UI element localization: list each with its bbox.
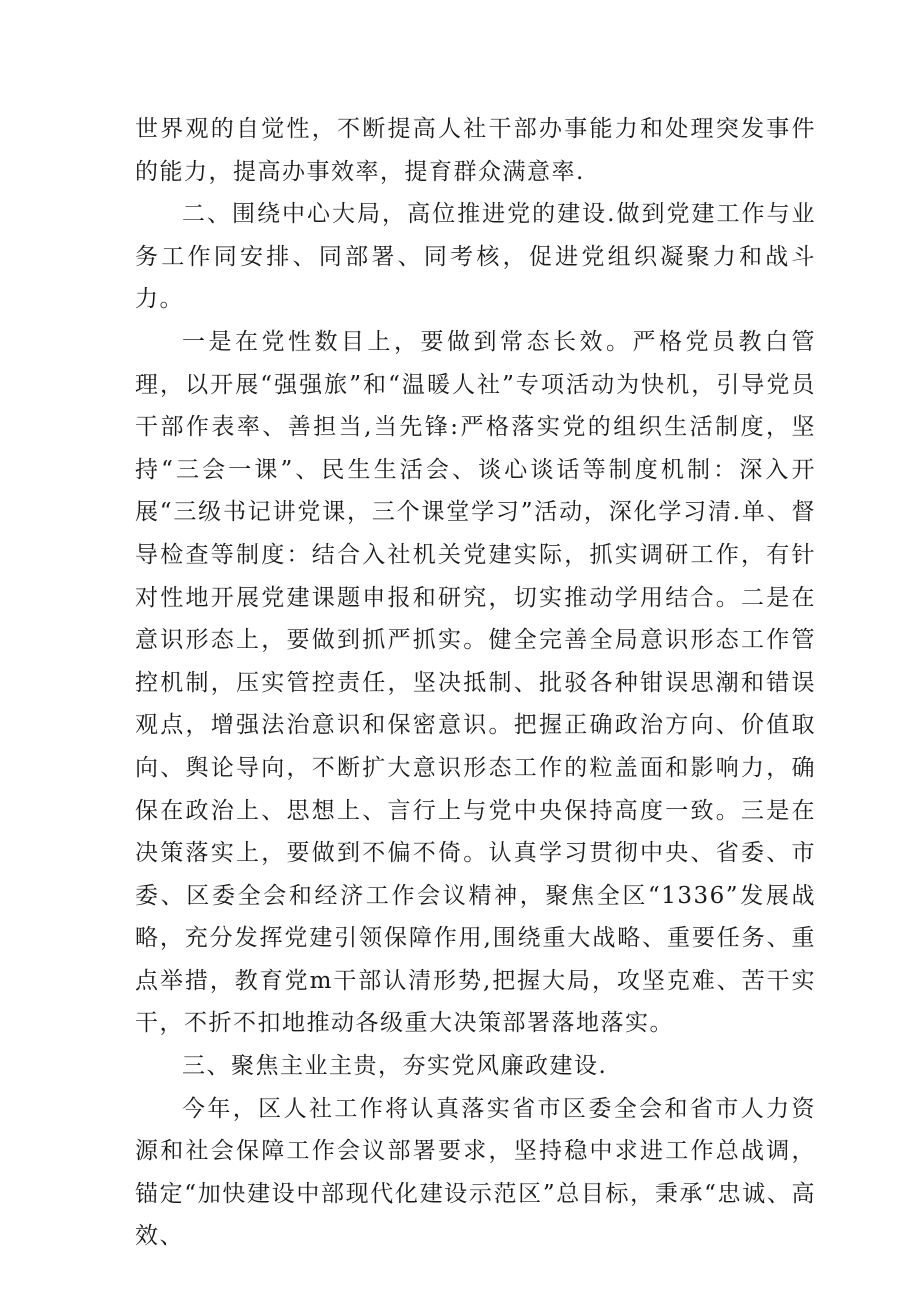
- section-three-body: 今年，区人社工作将认真落实省市区委全会和省市人力资源和社会保障工作会议部署要求，坚持稳中求进工作总战调，锚定“加快建设中部现代化建设示范区”总目标，秉承“忠诚、高效、: [135, 1095, 816, 1250]
- section-three-heading: 三、聚焦主业主贵，夯实党风廉政建设.: [182, 1053, 608, 1080]
- section-two-heading: 二、围绕中心大局，高位推进党的建设.做到党建工作与业务工作同安排、同部署、同考核，促进党组织凝聚力和战斗力。: [135, 201, 816, 313]
- section-two-body: 一是在党性数目上，要做到常态长效。严格党员教白管理，以开展“强强旅”和“温暖人社”专项活动为快机，引导党员干部作表率、善担当,当先锋:严格落实党的组织生活制度，坚持“三会一课”、民生生活会、谈心谈话等制度机制：深入开展“三级书记讲党课，三个课堂学习”活动，深化学习清.单、督导检查等制度：结合入社机关党建实际，抓实调研工作，有针对性地开展党建课题申报和研究，切实推动学用结合。二是在意识形态上，要做到抓严抓实。健全完善全局意识形态工作管控机制，压实管控责任，坚决抵制、批驳各种钳误思潮和错误观点，增强法治意识和保密意识。把握正确政治方向、价值取向、舆论导向，不断扩大意识形态工作的粒盖面和影响力，确保在政治上、思想上、言行上与党中央保持高度一致。三是在决策落实上，要做到不偏不倚。认真学习贯彻中央、省委、市委、区委全会和经济工作会议精神，聚焦全区“1336”发展战略，充分发挥党建引领保障作用,围绕重大战略、重要任务、重点举措，教育党m干部认清形势,把握大局，攻坚克难、苦干实干，不折不扣地推动各级重大决策部署落地落实。: [135, 328, 816, 1037]
- paragraph-continuation: 世界观的自觉性，不断提高人社干部办事能力和处理突发事件的能力，提高办事效率，提育群众满意率.: [135, 116, 816, 185]
